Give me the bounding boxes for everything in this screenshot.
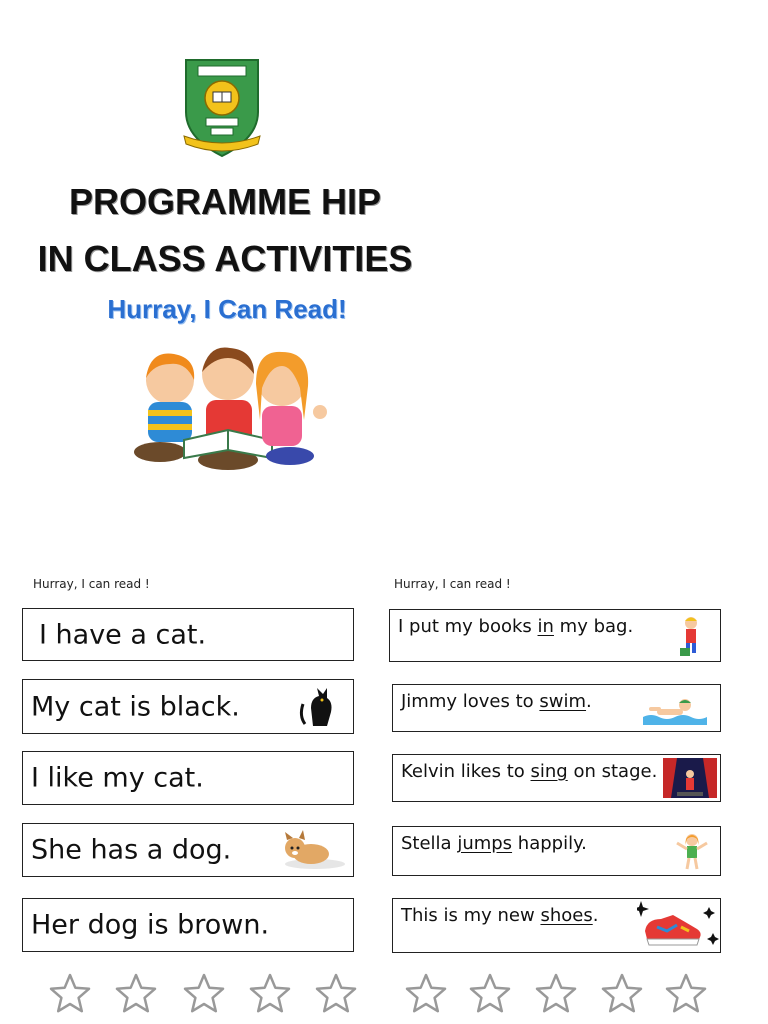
keyword: jumps — [457, 833, 513, 854]
star-icon — [534, 972, 578, 1016]
sentence-card — [392, 898, 721, 953]
sentence-text: Jimmy loves to swim. — [401, 691, 592, 712]
page-title-line-2: IN CLASS ACTIVITIES — [37, 238, 413, 279]
black-cat-icon — [297, 686, 339, 730]
sentence-card — [389, 609, 721, 662]
jumping-girl-icon — [675, 831, 709, 873]
star-icon — [404, 972, 448, 1016]
keyword: in — [537, 616, 554, 637]
keyword: shoes — [540, 905, 593, 926]
dog-icon — [277, 830, 347, 870]
sentence-text: Kelvin likes to sing on stage. — [401, 761, 658, 782]
keyword: sing — [530, 761, 568, 782]
school-crest-logo — [178, 52, 266, 162]
sneakers-icon — [637, 901, 719, 951]
star-icon — [182, 972, 226, 1016]
left-column-heading: Hurray, I can read ! — [33, 577, 150, 591]
sentence-card — [392, 684, 721, 732]
swimmer-icon — [643, 693, 707, 725]
star-icon — [664, 972, 708, 1016]
sentence-text: My cat is black. — [31, 691, 240, 722]
sentence-card — [392, 826, 721, 876]
sentence-text: I have a cat. — [39, 619, 207, 650]
sentence-text: This is my new shoes. — [401, 905, 599, 926]
right-column-heading: Hurray, I can read ! — [394, 577, 511, 591]
star-icon — [114, 972, 158, 1016]
sentence-card — [22, 751, 354, 805]
sentence-text: She has a dog. — [31, 834, 232, 866]
sentence-text: I put my books in my bag. — [398, 616, 634, 637]
sentence-card — [22, 608, 354, 661]
sentence-text: I like my cat. — [31, 762, 204, 794]
sentence-card — [22, 679, 354, 734]
sentence-card — [22, 823, 354, 877]
star-icon — [48, 972, 92, 1016]
sentence-card — [22, 898, 354, 952]
star-icon — [600, 972, 644, 1016]
children-reading-illustration — [120, 340, 335, 480]
sentence-text: Stella jumps happily. — [401, 833, 587, 854]
page-title-line-1: PROGRAMME HIP — [68, 181, 381, 222]
sentence-card — [392, 754, 721, 802]
keyword: swim — [539, 691, 587, 712]
stage-singer-icon — [663, 758, 717, 798]
star-icon — [468, 972, 512, 1016]
star-icon — [314, 972, 358, 1016]
page-subtitle: Hurray, I Can Read! — [107, 294, 347, 324]
sentence-text: Her dog is brown. — [31, 909, 270, 941]
boy-with-bag-icon — [678, 614, 704, 658]
star-icon — [248, 972, 292, 1016]
